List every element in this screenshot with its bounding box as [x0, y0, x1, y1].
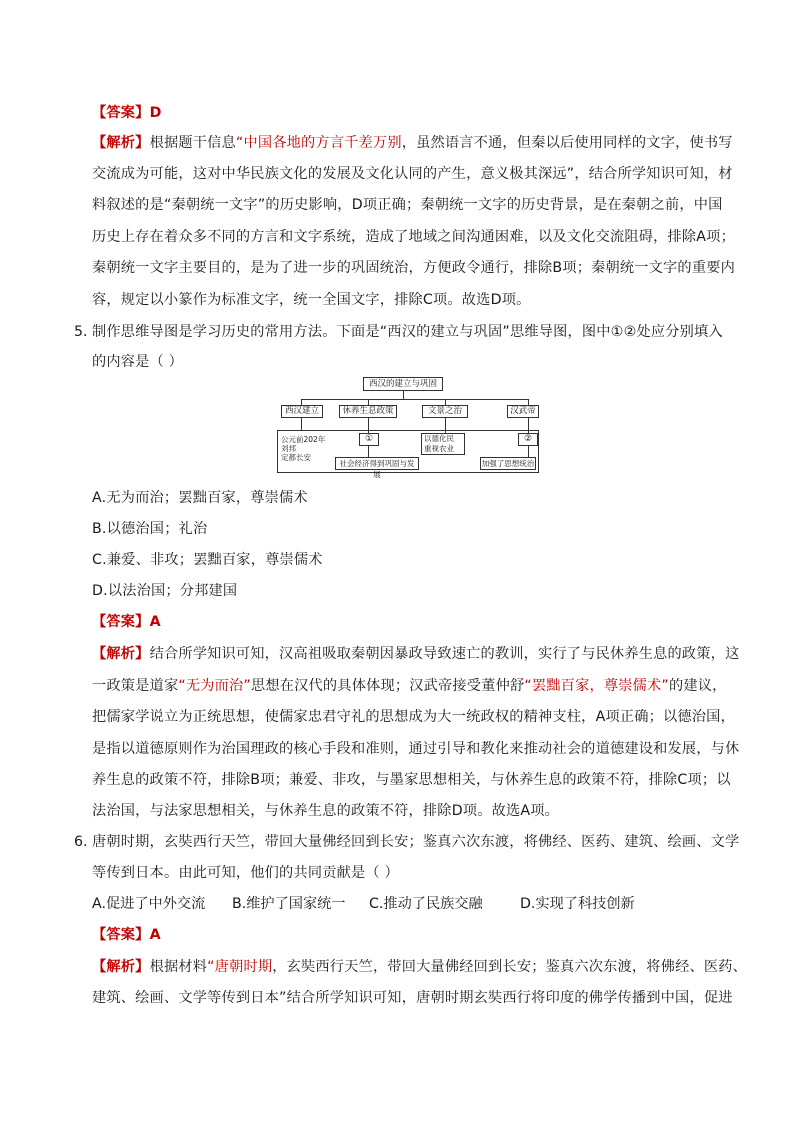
founding-detail-line: 定都长安: [281, 453, 311, 462]
analysis-tag: 【解析】: [92, 135, 150, 151]
analysis-line: [92, 957, 747, 977]
blank-2-box: ②: [518, 433, 538, 446]
answer-line: [92, 612, 161, 632]
analysis-text: 根据题干信息: [149, 135, 236, 151]
connector-line: [368, 418, 369, 433]
analysis-line: [92, 644, 739, 664]
analysis-line: [92, 676, 727, 696]
analysis-tag: 【解析】: [92, 646, 150, 662]
founding-detail-line: 公元前202年: [281, 435, 326, 444]
connector-line: [445, 418, 446, 433]
answer-value: A: [149, 614, 161, 630]
connector-line: [528, 446, 529, 457]
wenjing-detail-line: 以德化民: [424, 434, 454, 443]
analysis-line: 秦朝统一文字主要目的，是为了进一步的巩固统治，方便政令通行，排除B项；秦朝统一文字的重要内: [92, 260, 735, 276]
connector-line: [528, 418, 529, 433]
analysis-line: [92, 133, 733, 153]
analysis-line: 是指以道德原则作为治国理政的核心手段和准则，通过引导和教化来推动社会的道德建设和发展，与休: [92, 741, 740, 757]
analysis-text: 一政策是道家: [92, 678, 179, 694]
analysis-text: 结合所学知识可知，汉高祖吸取秦朝因暴政导致速亡的教训，实行了与民休养生息的政策，这: [149, 646, 740, 662]
analysis-text: ，玄奘西行天竺，带回大量佛经回到长安；鉴真六次东渡，将佛经、医药、: [272, 959, 748, 975]
wenjing-detail: [421, 433, 465, 455]
answer-tag: 【答案】: [92, 105, 150, 121]
analysis-line: 把儒家学说立为正统思想，使儒家忠君守礼的思想成为大一统政权的精神支柱，A项正确；以德治国，: [92, 709, 735, 725]
connector-line: [368, 446, 369, 457]
analysis-line: 历史上存在着众多不同的方言和文字系统，造成了地域之间沟通困难，以及文化交流阻碍，排除A项；: [92, 229, 735, 245]
connector-line: [301, 418, 302, 430]
question-number: 5．: [74, 324, 98, 340]
wenjing-detail-line: 重视农业: [424, 444, 454, 453]
mind-map-root: 西汉的建立与巩固: [363, 377, 443, 391]
analysis-text: ，虽然语言不通，但秦以后使用同样的文字，使书写: [401, 135, 733, 151]
analysis-quote: “无为而治”: [178, 678, 251, 694]
branch-recuperation-policy: 休养生息政策: [339, 405, 397, 418]
option-c: C.兼爱、非攻；罢黜百家，尊崇儒术: [92, 552, 323, 568]
branch-founding: 西汉建立: [281, 405, 323, 418]
analysis-tag: 【解析】: [92, 959, 150, 975]
option-b: B.以德治国；礼治: [92, 521, 208, 537]
analysis-text: 的建议，: [668, 678, 727, 694]
blank-1-box: ①: [359, 433, 379, 446]
branch-wenjing-rule: 文景之治: [422, 405, 468, 418]
answer-line: [92, 925, 161, 945]
result-box: 社会经济得到巩固与发展: [335, 457, 419, 470]
analysis-quote: “中国各地的方言千差万别: [235, 135, 402, 151]
answer-tag: 【答案】: [92, 614, 150, 630]
connector-line: [301, 399, 529, 400]
question-stem: 制作思维导图是学习历史的常用方法。下面是“西汉的建立与巩固”思维导图，图中①②处应分别填入: [92, 324, 723, 340]
option-a: A.促进了中外交流: [92, 896, 206, 912]
answer-value: A: [149, 927, 161, 943]
question-stem: 唐朝时期，玄奘西行天竺，带回大量佛经回到长安；鉴真六次东渡，将佛经、医药、建筑、绘画、文学: [92, 834, 740, 850]
option-a: A.无为而治；罢黜百家，尊崇儒术: [92, 490, 308, 506]
analysis-line: 养生息的政策不符，排除B项；兼爱、非攻，与墨家思想相关，与休养生息的政策不符，排除C项；以: [92, 772, 731, 788]
answer-tag: 【答案】: [92, 927, 150, 943]
answer-line: [92, 103, 162, 123]
analysis-line: 料叙述的是“秦朝统一文字”的历史影响，D项正确；秦朝统一文字的历史背景，是在秦朝之前，中国: [92, 197, 723, 213]
founding-detail: [281, 435, 331, 462]
analysis-quote: “罢黜百家，尊崇儒术”: [524, 678, 669, 694]
founding-detail-line: 刘邦: [281, 444, 296, 453]
option-b: B.维护了国家统一: [232, 896, 346, 912]
question-stem: 等传到日本。由此可知，他们的共同贡献是（ ）: [92, 865, 399, 881]
option-c: C.推动了民族交融: [369, 896, 483, 912]
analysis-line: 建筑、绘画、文学等传到日本”结合所学知识可知，唐朝时期玄奘西行将印度的佛学传播到中国，促进: [92, 990, 733, 1006]
emperor-wu-result-box: 加强了思想统治: [481, 459, 535, 468]
analysis-line: 容，规定以小篆作为标准文字，统一全国文字，排除C项。故选D项。: [92, 292, 531, 308]
question-stem: 的内容是（ ）: [92, 354, 184, 370]
analysis-line: 交流成为可能，这对中华民族文化的发展及文化认同的产生，意义极其深远”，结合所学知识可知，材: [92, 166, 733, 182]
option-d: D.实现了科技创新: [520, 896, 635, 912]
analysis-quote: “唐朝时期: [207, 959, 273, 975]
option-d: D.以法治国；分邦建国: [92, 583, 238, 599]
connector-line: [403, 391, 404, 399]
analysis-line: 法治国，与法家思想相关，与休养生息的政策不符，排除D项。故选A项。: [92, 803, 560, 819]
analysis-text: 根据材料: [149, 959, 208, 975]
branch-emperor-wu: 汉武帝: [507, 405, 539, 418]
analysis-text: 思想在汉代的具体体现；汉武帝接受董仲舒: [250, 678, 525, 694]
answer-value: D: [149, 105, 162, 121]
question-number: 6．: [74, 834, 98, 850]
mind-map-diagram: [277, 377, 539, 479]
